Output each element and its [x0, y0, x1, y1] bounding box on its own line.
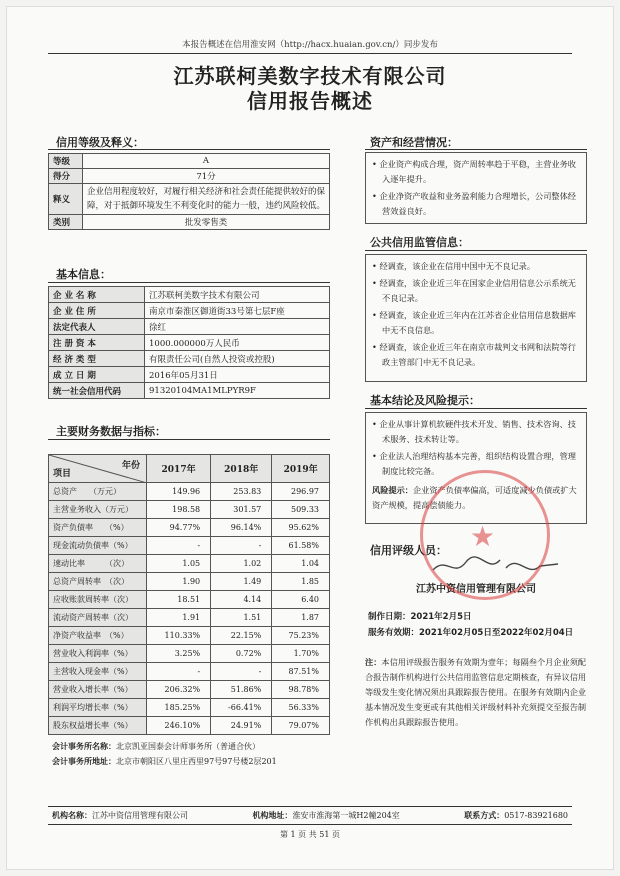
finance-value: 1.70% — [272, 645, 330, 663]
basic-value: 1000.000000万人民币 — [145, 335, 330, 351]
assets-item-text: 企业资产构成合理，资产周转率趋于平稳，主营业务收入逐年提升。 — [379, 159, 576, 184]
finance-value: 1.02 — [211, 555, 272, 573]
public-item-text: 经调查，该企业近三年在南京市裁判文书网和法院等行政主管部门中无不良记录。 — [379, 342, 576, 367]
validity-label: 服务有效期： — [368, 628, 420, 638]
finance-value: 1.91 — [147, 609, 211, 627]
basic-value: 徐红 — [145, 319, 330, 335]
score-value: 71分 — [83, 169, 330, 184]
finance-value: 206.32% — [147, 681, 211, 699]
finance-indicator: 资产负债率 （%） — [49, 519, 147, 537]
score-label: 得分 — [49, 169, 83, 184]
basic-value: 有限责任公司(自然人投资或控股) — [145, 351, 330, 367]
make-date-label: 制作日期： — [368, 612, 411, 622]
make-date-value: 2021年2月5日 — [410, 612, 472, 622]
finance-row — [49, 483, 330, 501]
public-item: • 经调查，该企业近三年在国家企业信用信息公示系统无不良记录。 — [372, 278, 576, 303]
page-number: 第 1 页 共 51 页 — [280, 830, 340, 839]
grade-label: 等级 — [49, 154, 83, 169]
assets-section-title: 资产和经营情况： — [370, 136, 458, 149]
category-label: 类别 — [49, 215, 83, 230]
finance-value: 4.14 — [211, 591, 272, 609]
finance-value: 246.10% — [147, 717, 211, 735]
public-item-text: 经调查，该企业在信用中国中无不良记录。 — [379, 261, 536, 271]
header-diagonal-cell — [49, 455, 147, 483]
public-credit-box — [365, 254, 587, 382]
finance-value: 96.14% — [211, 519, 272, 537]
finance-value: 51.86% — [211, 681, 272, 699]
finance-value: 1.87 — [272, 609, 330, 627]
finance-value: 1.51 — [211, 609, 272, 627]
agency-name: 江苏中资信用管理有限公司 — [416, 584, 536, 595]
finance-indicator: 应收账款周转率（次） — [49, 591, 147, 609]
public-section-title: 公共信用监管信息： — [370, 236, 469, 249]
accounting-firm-label: 会计事务所名称： — [52, 742, 116, 751]
finance-indicator: 现金流动负债率（%） — [49, 537, 147, 555]
finance-row — [49, 717, 330, 735]
finance-indicator: 股东权益增长率（%） — [49, 717, 147, 735]
finance-value: 1.85 — [272, 573, 330, 591]
public-item-text: 经调查，该企业近三年在国家企业信用信息公示系统无不良记录。 — [379, 278, 576, 303]
risk-text: 企业资产负债率偏高，可适度减少负债或扩大资产规模，提高偿债能力。 — [372, 485, 577, 510]
finance-value: 24.91% — [211, 717, 272, 735]
finance-row — [49, 609, 330, 627]
footer-addr-label: 机构地址： — [252, 811, 293, 820]
risk-label: 风险提示： — [372, 485, 413, 495]
meaning-value: 企业信用程度较好，对履行相关经济和社会责任能提供较好的保障，对于抵御环境发生不利变化时的能力一般，违约风险较低。 — [83, 184, 330, 215]
finance-row — [49, 699, 330, 717]
note-text: 本信用评级报告服务有效期为壹年；每隔叁个月企业须配合报告制作机构进行公共信用监管信息定期核查，有异议信用等级发生变化情况须出具跟踪报告使用。在服务有效期内企业基本情况发生变更或有其他相关评级材料补充须提交至报告制作机构出具跟踪报告使用。 — [365, 657, 587, 727]
meaning-label: 释义 — [49, 184, 83, 215]
finance-value: 1.49 — [211, 573, 272, 591]
finance-value: 18.51 — [147, 591, 211, 609]
finance-value: 296.97 — [272, 483, 330, 501]
finance-indicator: 利润平均增长率（%） — [49, 699, 147, 717]
basic-value: 91320104MA1MLPYR9F — [145, 383, 330, 399]
conclusion-item: • 企业法人治理结构基本完善，组织结构设置合理，管理制度比较完备。 — [372, 451, 576, 476]
header-year-label: 年份 — [121, 461, 140, 471]
assets-item: • 企业净资产收益和业务盈利能力合理增长，公司整体经营效益良好。 — [372, 191, 576, 216]
top-note: 本报告概述在信用淮安网（http://hacx.huaian.gov.cn/）同步发布 — [48, 38, 572, 54]
finance-indicator: 主营收入现金率（%） — [49, 663, 147, 681]
finance-value: 1.05 — [147, 555, 211, 573]
basic-value: 2016年05月31日 — [145, 367, 330, 383]
conclusion-item-text: 企业从事计算机软硬件技术开发、销售、技术咨询、技术服务、技术转让等。 — [379, 419, 576, 444]
assets-box — [365, 152, 587, 224]
grade-value: A — [83, 154, 330, 169]
accounting-firm-name: 北京凯亚国泰会计师事务所（普通合伙） — [116, 742, 260, 751]
finance-value: 87.51% — [272, 663, 330, 681]
finance-value: 0.72% — [211, 645, 272, 663]
footer-addr — [252, 810, 399, 821]
note-label: 注： — [365, 657, 382, 667]
basic-value: 南京市秦淮区御道街33号第七层F座 — [145, 303, 330, 319]
grade-section-title: 信用等级及释义： — [56, 136, 144, 149]
basic-section-title: 基本信息： — [56, 268, 111, 281]
accounting-addr-value: 北京市朝阳区八里庄西里97号97号楼2层201 — [116, 757, 277, 766]
year-header: 2017年 — [147, 455, 211, 483]
finance-row — [49, 591, 330, 609]
validity-value: 2021年02月05日至2022年02月04日 — [419, 628, 574, 638]
finance-value: 22.15% — [211, 627, 272, 645]
basic-label: 注 册 资 本 — [49, 335, 145, 351]
finance-row — [49, 645, 330, 663]
report-title — [0, 64, 620, 114]
public-item-text: 经调查，该企业近三年内在江苏省企业信用信息数据库中无不良信息。 — [379, 310, 576, 335]
header-item-label: 项目 — [53, 469, 72, 479]
finance-value: 61.58% — [272, 537, 330, 555]
footer — [48, 806, 572, 825]
finance-value: - — [211, 537, 272, 555]
finance-indicator: 速动比率 （次） — [49, 555, 147, 573]
finance-value: 98.78% — [272, 681, 330, 699]
public-item: • 经调查，该企业近三年在南京市裁判文书网和法院等行政主管部门中无不良记录。 — [372, 342, 576, 367]
divider — [48, 282, 330, 283]
finance-value: - — [147, 537, 211, 555]
finance-row — [49, 627, 330, 645]
title-company: 江苏联柯美数字技术有限公司 — [173, 64, 447, 88]
finance-value: 56.33% — [272, 699, 330, 717]
basic-label: 统一社会信用代码 — [49, 383, 145, 399]
finance-row — [49, 519, 330, 537]
category-value: 批发零售类 — [83, 215, 330, 230]
finance-value: - — [211, 663, 272, 681]
public-item: • 经调查，该企业近三年内在江苏省企业信用信息数据库中无不良信息。 — [372, 310, 576, 335]
finance-table — [48, 454, 330, 735]
divider — [365, 250, 587, 251]
divider — [48, 439, 330, 440]
assets-item: • 企业资产构成合理，资产周转率趋于平稳，主营业务收入逐年提升。 — [372, 159, 576, 184]
finance-section-title: 主要财务数据与指标： — [56, 425, 166, 438]
finance-value: 1.04 — [272, 555, 330, 573]
finance-value: - — [147, 663, 211, 681]
public-item: • 经调查，该企业在信用中国中无不良记录。 — [372, 261, 536, 271]
finance-value: 253.83 — [211, 483, 272, 501]
footer-phone-label: 联系方式： — [464, 811, 505, 820]
divider — [48, 149, 330, 150]
basic-info-table — [48, 286, 330, 399]
basic-label: 经 济 类 型 — [49, 351, 145, 367]
basic-label: 企 业 名 称 — [49, 287, 145, 303]
grade-table — [48, 153, 330, 230]
footer-org — [52, 810, 188, 821]
basic-label: 成 立 日 期 — [49, 367, 145, 383]
finance-value: 1.90 — [147, 573, 211, 591]
finance-value: 6.40 — [272, 591, 330, 609]
finance-value: 198.58 — [147, 501, 211, 519]
assets-item-text: 企业净资产收益和业务盈利能力合理增长，公司整体经营效益良好。 — [379, 191, 576, 216]
finance-value: 509.33 — [272, 501, 330, 519]
finance-value: 79.07% — [272, 717, 330, 735]
accounting-address — [52, 756, 277, 767]
title-subtitle: 信用报告概述 — [247, 89, 373, 113]
finance-row — [49, 681, 330, 699]
footer-org-value: 江苏中资信用管理有限公司 — [92, 811, 188, 820]
finance-row — [49, 663, 330, 681]
conclusion-section-title: 基本结论及风险提示： — [370, 394, 480, 407]
finance-value: 95.62% — [272, 519, 330, 537]
finance-row — [49, 573, 330, 591]
finance-row — [49, 501, 330, 519]
year-header: 2019年 — [272, 455, 330, 483]
seal-star-icon: ★ — [470, 520, 496, 553]
accounting-addr-label: 会计事务所地址： — [52, 757, 116, 766]
footer-org-label: 机构名称： — [52, 811, 92, 820]
footer-phone — [464, 810, 568, 821]
year-header: 2018年 — [211, 455, 272, 483]
finance-value: 75.23% — [272, 627, 330, 645]
basic-label: 法定代表人 — [49, 319, 145, 335]
basic-value: 江苏联柯美数字技术有限公司 — [145, 287, 330, 303]
finance-indicator: 净资产收益率 （%） — [49, 627, 147, 645]
finance-row — [49, 537, 330, 555]
validity — [368, 626, 573, 638]
finance-indicator: 总资产 （万元） — [49, 483, 147, 501]
divider — [365, 408, 587, 409]
basic-label: 企 业 住 所 — [49, 303, 145, 319]
finance-row — [49, 555, 330, 573]
finance-value: 185.25% — [147, 699, 211, 717]
rater-label: 信用评级人员： — [370, 544, 447, 557]
footer-phone-value: 0517-83921680 — [504, 811, 568, 820]
footer-addr-value: 淮安市淮海第一城H2幢204室 — [292, 811, 400, 820]
finance-rows — [49, 483, 330, 735]
finance-indicator: 营业收入增长率（%） — [49, 681, 147, 699]
finance-indicator: 总资产周转率 （次） — [49, 573, 147, 591]
make-date — [368, 610, 472, 622]
accounting-firm — [52, 741, 260, 752]
divider — [365, 149, 587, 150]
conclusion-item: • 企业从事计算机软硬件技术开发、销售、技术咨询、技术服务、技术转让等。 — [372, 419, 576, 444]
finance-indicator: 营业收入利润率（%） — [49, 645, 147, 663]
finance-value: -66.41% — [211, 699, 272, 717]
conclusion-item-text: 企业法人治理结构基本完善，组织结构设置合理，管理制度比较完备。 — [379, 451, 576, 476]
finance-value: 3.25% — [147, 645, 211, 663]
finance-value: 149.96 — [147, 483, 211, 501]
validity-note — [365, 655, 587, 730]
finance-indicator: 流动资产周转率（次） — [49, 609, 147, 627]
finance-value: 301.57 — [211, 501, 272, 519]
finance-value: 94.77% — [147, 519, 211, 537]
finance-indicator: 主营业务收入（万元） — [49, 501, 147, 519]
finance-value: 110.33% — [147, 627, 211, 645]
